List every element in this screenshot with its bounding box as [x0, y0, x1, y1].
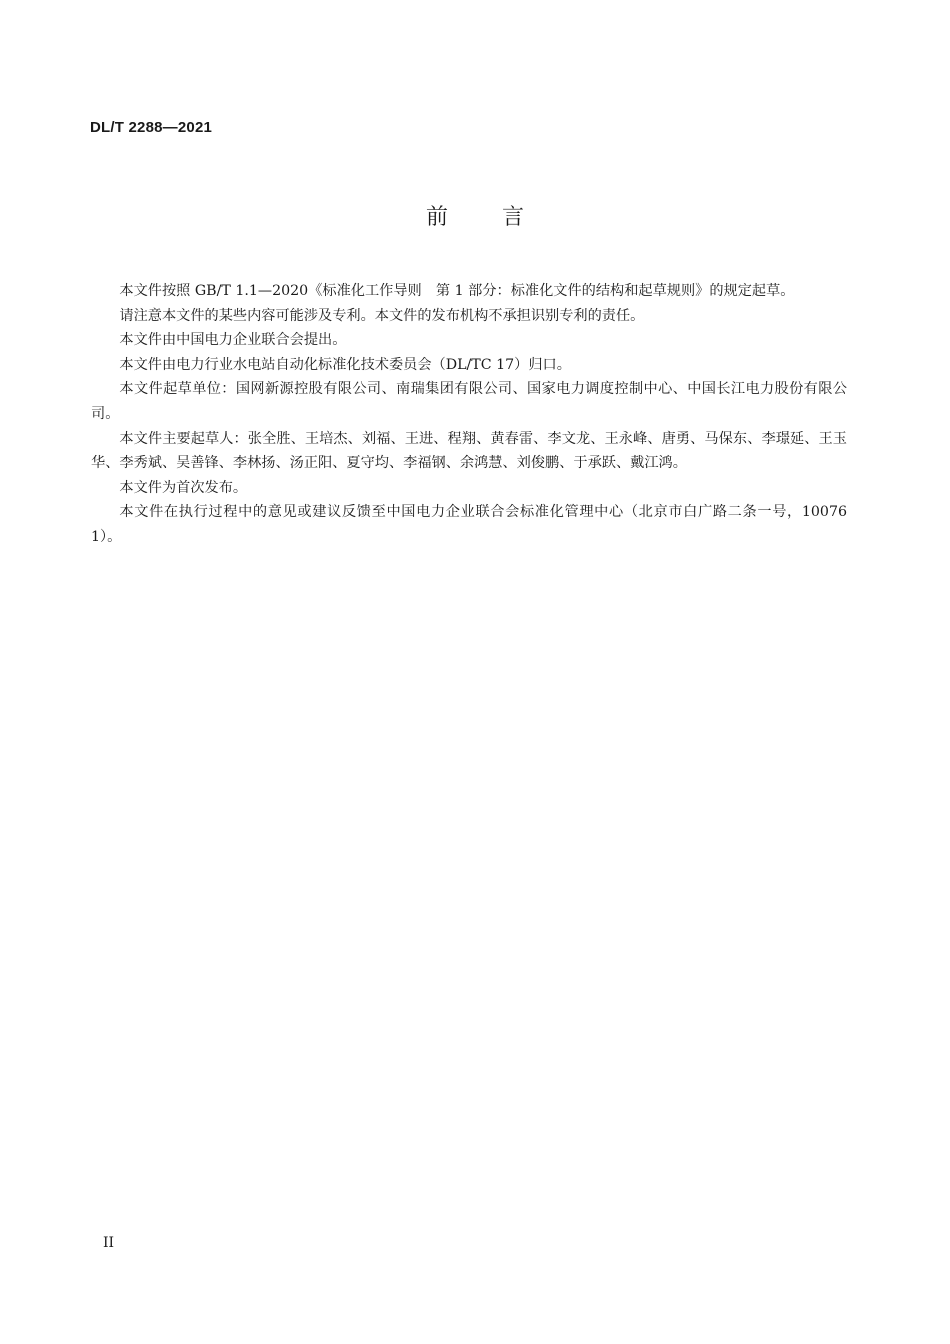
paragraph-proposer: 本文件由中国电力企业联合会提出。: [119, 332, 347, 349]
foreword-body: [91, 279, 847, 550]
page-number: II: [103, 1235, 115, 1251]
paragraph-patent-notice: 请注意本文件的某些内容可能涉及专利。本文件的发布机构不承担识别专利的责任。: [119, 307, 645, 324]
paragraph-feedback: 本文件在执行过程中的意见或建议反馈至中国电力企业联合会标准化管理中心（北京市白广路二条一号，100761）。: [91, 504, 847, 545]
paragraph-drafting-units: 本文件起草单位：国网新源控股有限公司、南瑞集团有限公司、国家电力调度控制中心、中国长江电力股份有限公司。: [91, 381, 847, 422]
paragraph-committee: 本文件由电力行业水电站自动化标准化技术委员会（DL/TC 17）归口。: [119, 356, 571, 373]
paragraph-drafters: 本文件主要起草人：张全胜、王培杰、刘福、王进、程翔、黄春雷、李文龙、王永峰、唐勇、马保东、李璟延、王玉华、李秀斌、吴善锋、李林扬、汤正阳、夏守均、李福钢、余鸿慧、刘俊鹏、于承跃、戴江鸿。: [91, 430, 847, 472]
page-title: 前言: [425, 205, 578, 230]
paragraph-first-release: 本文件为首次发布。: [119, 479, 248, 496]
document-code: DL/T 2288—2021: [90, 119, 213, 136]
paragraph-drafting-basis: 本文件按照 GB/T 1.1—2020《标准化工作导则 第 1 部分：标准化文件的结构和起草规则》的规定起草。: [119, 283, 795, 299]
